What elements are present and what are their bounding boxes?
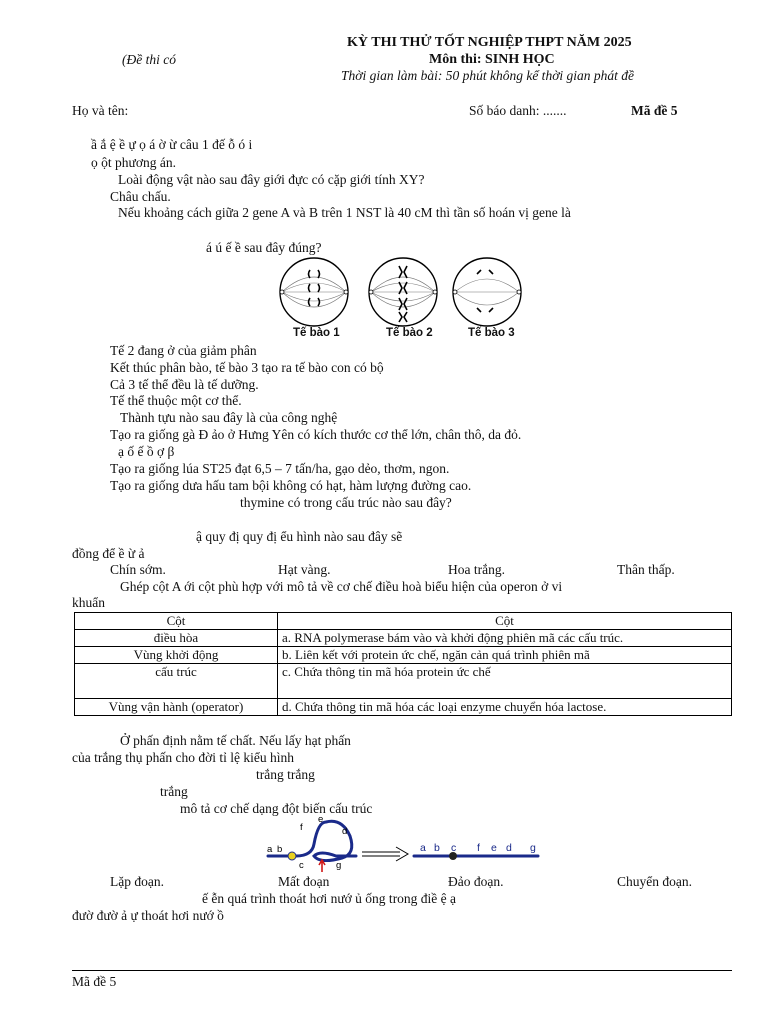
question-6-option-2: Hạt vàng.	[278, 562, 331, 577]
svg-text:a: a	[267, 844, 273, 855]
table-cell-a: điều hòa	[75, 630, 278, 647]
instruction-line-2: ọ ột phương án.	[91, 155, 176, 170]
time-note: Thời gian làm bài: 50 phút không kể thời gian phát đề	[341, 68, 635, 83]
question-7-line-1: Ghép cột A ới cột phù hợp với mô tả về cơ chế điều hoà biểu hiện của operon ở vi	[120, 579, 563, 594]
question-3: á ú ế ề sau đây đúng?	[206, 240, 322, 255]
table-cell-a: cấu trúc	[75, 664, 278, 699]
question-6-option-1: Chín sớm.	[110, 562, 166, 577]
question-3-option-4: Tế thể thuộc một cơ thể.	[110, 393, 242, 408]
question-8-line-1: Ở phấn định nằm tế chất. Nếu lấy hạt phấn	[120, 733, 351, 748]
svg-text:a: a	[420, 842, 426, 854]
exam-title: KỲ THI THỬ TỐT NGHIỆP THPT NĂM 2025	[347, 35, 632, 50]
cell-2-label: Tế bào 2	[386, 327, 433, 339]
question-4-option-2: ạ ố ế ồ ợ β	[118, 444, 175, 459]
footer-divider	[72, 970, 732, 971]
question-8-line-2: của trắng thụ phấn cho đời tỉ lệ kiểu hình	[72, 750, 294, 765]
cell-1-label: Tế bào 1	[293, 327, 340, 339]
table-cell-b: c. Chứa thông tin mã hóa protein ức chế	[278, 664, 732, 699]
table-row	[75, 664, 732, 699]
svg-text:d: d	[342, 826, 348, 837]
table-row	[75, 647, 732, 664]
question-8-line-3: trắng trắng	[256, 767, 315, 782]
question-2: Nếu khoảng cách giữa 2 gene A và B trên 1 NST là 40 cM thì tần số hoán vị gene là	[118, 205, 571, 220]
table-header-col-a: Cột	[75, 613, 278, 630]
table-cell-b: d. Chứa thông tin mã hóa các loại enzyme chuyển hóa lactose.	[278, 699, 732, 716]
svg-text:c: c	[451, 842, 457, 854]
table-header-col-b: Cột	[278, 613, 732, 630]
question-10-line-2: đườ đườ ả ự thoát hơi nướ ồ	[72, 908, 224, 923]
name-label: Họ và tên:	[72, 103, 129, 118]
footer-exam-code: Mã đề 5	[72, 974, 117, 989]
question-6-option-4: Thân thấp.	[617, 562, 675, 577]
question-4-option-3: Tạo ra giống lúa ST25 đạt 6,5 – 7 tấn/ha, gạo dẻo, thơm, ngon.	[110, 461, 450, 476]
right-gene-labels	[420, 842, 536, 854]
question-6-line-2: đồng để ề ừ ả	[72, 546, 145, 561]
question-9-option-4: Chuyển đoạn.	[617, 874, 692, 889]
question-9-option-2: Mất đoạn	[278, 874, 330, 889]
table-cell-b: b. Liên kết với protein ức chế, ngăn cản quá trình phiên mã	[278, 647, 732, 664]
question-9-option-1: Lặp đoạn.	[110, 874, 164, 889]
subject-title: Môn thi: SINH HỌC	[429, 52, 555, 67]
question-9-option-3: Đảo đoạn.	[448, 874, 504, 889]
question-3-option-3: Cả 3 tế thể đều là tế dưỡng.	[110, 377, 259, 392]
svg-text:g: g	[530, 842, 536, 854]
svg-text:e: e	[491, 842, 497, 854]
question-1-option: Châu chấu.	[110, 189, 171, 204]
table-cell-a: Vùng khởi động	[75, 647, 278, 664]
svg-text:f: f	[300, 822, 303, 833]
svg-text:e: e	[318, 814, 324, 825]
question-6-option-3: Hoa trắng.	[448, 562, 505, 577]
svg-text:b: b	[434, 842, 440, 854]
question-4-option-4: Tạo ra giống dưa hấu tam bội không có hạt, hàm lượng đường cao.	[110, 478, 472, 493]
table-cell-b: a. RNA polymerase bám vào và khởi động phiên mã các cấu trúc.	[278, 630, 732, 647]
cell-3-label: Tế bào 3	[468, 327, 515, 339]
svg-text:c: c	[299, 860, 304, 871]
exam-pages-note: (Đề thi có	[122, 52, 176, 67]
table-cell-a: Vùng vận hành (operator)	[75, 699, 278, 716]
svg-text:g: g	[336, 860, 342, 871]
sbd-label: Số báo danh: .......	[469, 103, 567, 118]
table-row	[75, 630, 732, 647]
question-8-line-4: trắng	[160, 784, 188, 799]
svg-text:b: b	[277, 844, 283, 855]
question-4-option-1: Tạo ra giống gà Đ ảo ở Hưng Yên có kích thước cơ thể lớn, chân thô, da đỏ.	[110, 427, 522, 442]
question-6-line-1: ậ quy đị quy đị ểu hình nào sau đây sẽ	[196, 529, 403, 544]
question-10-line-1: ế ễn quá trình thoát hơi nướ ủ ống trong điề ệ ạ	[202, 891, 457, 906]
arrow-icon	[362, 847, 408, 861]
svg-text:f: f	[477, 842, 480, 854]
exam-code: Mã đề 5	[631, 103, 678, 118]
question-4: Thành tựu nào sau đây là của công nghệ	[120, 410, 338, 425]
question-3-option-1: Tế 2 đang ở của giảm phân	[110, 343, 257, 358]
matching-table	[74, 612, 732, 716]
table-header-row	[75, 613, 732, 630]
inversion-diagram	[262, 814, 552, 872]
question-5: thymine có trong cấu trúc nào sau đây?	[240, 495, 452, 510]
table-row	[75, 699, 732, 716]
svg-text:d: d	[506, 842, 512, 854]
question-9: mô tả cơ chế dạng đột biến cấu trúc	[180, 801, 373, 816]
question-3-option-2: Kết thúc phân bào, tế bào 3 tạo ra tế bào con có bộ	[110, 360, 384, 375]
centromere-left	[288, 852, 296, 860]
question-1: Loài động vật nào sau đây giới đực có cặp giới tính XY?	[118, 172, 425, 187]
instruction-line-1: ầ ắ ệ ề ự ọ á ờ ừ câu 1 đế ỗ ó i	[91, 137, 253, 152]
question-7-line-2: khuẩn	[72, 595, 105, 610]
